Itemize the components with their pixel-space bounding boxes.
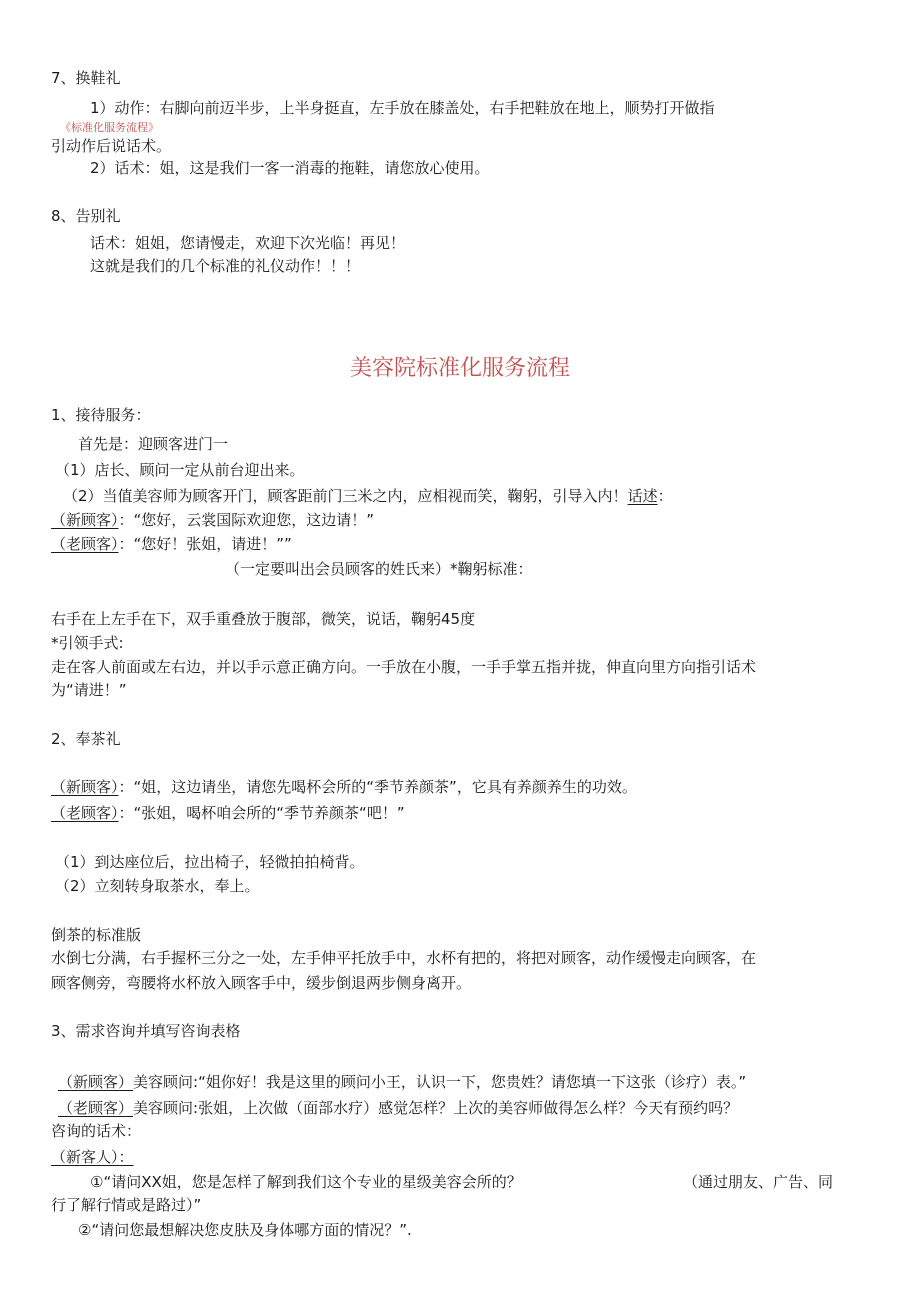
section-7-item-1: 1）动作：右脚向前迈半步，上半身挺直，左手放在膝盖处，右手把鞋放在地上，顺势打开做指 <box>90 99 715 117</box>
old-customer-label: （老顾客） <box>58 1099 134 1117</box>
new-customer-text: 美容顾问:“姐你好！我是这里的顾问小王，认识一下，您贵姓？请您填一下这张（诊疗）表。” <box>133 1073 747 1091</box>
question-1: ①“请问XX姐，您是怎样了解到我们这个专业的星级美容会所的？ <box>90 1173 522 1191</box>
consult-heading: 咨询的话术： <box>51 1122 142 1140</box>
old-customer-label: （老顾客） <box>51 804 119 822</box>
section-2-old-customer <box>51 803 405 823</box>
old-customer-label: （老顾客） <box>51 535 119 553</box>
section-3-new-customer <box>58 1072 746 1092</box>
section-7-item-2: 2）话术：姐，这是我们一客一消毒的拖鞋，请您放心使用。 <box>90 159 490 177</box>
tea-standard-line-2: 顾客侧旁，弯腰将水杯放入顾客手中，缓步倒退两步侧身离开。 <box>51 974 472 992</box>
section-1-line-1: 首先是：迎顾客进门一 <box>78 435 229 453</box>
new-customer-text: ：“姐，这边请坐，请您先喝杯会所的“季节养颜茶”，它具有养颜养生的功效。 <box>118 778 637 796</box>
section-1-line-3 <box>63 486 673 506</box>
tea-standard-line-1: 水倒七分满，右手握杯三分之一处，左手伸平托放手中，水杯有把的，将把对顾客，动作缓慢走向顾客，在 <box>51 949 757 967</box>
colon: ： <box>657 487 673 505</box>
old-customer-text: 美容顾问:张姐，上次做（面部水疗）感觉怎样？上次的美容师做得怎么样？今天有预约吗？ <box>133 1099 739 1117</box>
question-1-cont: 行了解行情或是路过）” <box>51 1196 202 1214</box>
page-title: 美容院标准化服务流程 <box>349 356 570 381</box>
guide-heading: *引领手式: <box>51 634 124 652</box>
question-2: ②“请问您最想解决您皮肤及身体哪方面的情况？”. <box>78 1221 412 1239</box>
old-customer-text: ：“您好！张姐，请进！”” <box>118 535 292 553</box>
section-8-line-1: 话术：姐姐，您请慢走，欢迎下次光临！再见！ <box>90 234 406 252</box>
section-2-heading: 2、奉茶礼 <box>51 730 121 748</box>
section-2-step-1: （1）到达座位后，拉出椅子，轻微拍拍椅背。 <box>55 853 365 871</box>
section-7-item-1-cont: 引动作后说话术。 <box>51 137 172 155</box>
new-customer-text: ：“您好，云裳国际欢迎您，这边请！” <box>118 511 375 529</box>
section-1-line-3-text: （2）当值美容师为顾客开门，顾客距前门三米之内，应相视而笑，鞠躬，引导入内！ <box>63 487 628 505</box>
new-guest-label: （新客人）： <box>51 1148 134 1166</box>
section-1-line-2: （1）店长、顾问一定从前台迎出来。 <box>55 461 305 479</box>
tea-standard-heading: 倒茶的标准版 <box>51 926 142 944</box>
guide-line-1: 走在客人前面或左右边，并以手示意正确方向。一手放在小腹，一手手掌五指并拢，伸直向里方向指引话术 <box>51 658 757 676</box>
new-customer-label: （新顾客） <box>51 778 119 796</box>
watermark-text: 《标准化服务流程》 <box>60 121 159 134</box>
script-label: 话述 <box>627 487 658 505</box>
section-1-heading: 1、接待服务： <box>51 406 151 424</box>
section-8-heading: 8、告别礼 <box>51 207 121 225</box>
new-customer-label: （新顾客） <box>51 511 119 529</box>
question-1-hint: （通过朋友、广告、同 <box>683 1173 834 1191</box>
section-3-heading: 3、需求咨询并填写咨询表格 <box>51 1022 241 1040</box>
section-8-line-2: 这就是我们的几个标准的礼仪动作！！！ <box>90 257 361 275</box>
section-2-step-2: （2）立刻转身取茶水，奉上。 <box>55 877 260 895</box>
section-1-old-customer <box>51 534 292 554</box>
section-2-new-customer <box>51 777 637 797</box>
section-7-heading: 7、换鞋礼 <box>51 69 121 87</box>
section-1-note: （一定要叫出会员顾客的姓氏来）*鞠躬标准： <box>225 560 533 578</box>
bow-standard: 右手在上左手在下，双手重叠放于腹部，微笑，说话，鞠躬45度 <box>51 610 476 628</box>
new-customer-label: （新顾客） <box>58 1073 134 1091</box>
guide-line-2: 为“请进！” <box>51 681 127 699</box>
section-3-old-customer <box>58 1098 738 1118</box>
old-customer-text: ：“张姐，喝杯咱会所的“季节养颜茶“吧！” <box>118 804 405 822</box>
section-1-new-customer <box>51 510 374 530</box>
